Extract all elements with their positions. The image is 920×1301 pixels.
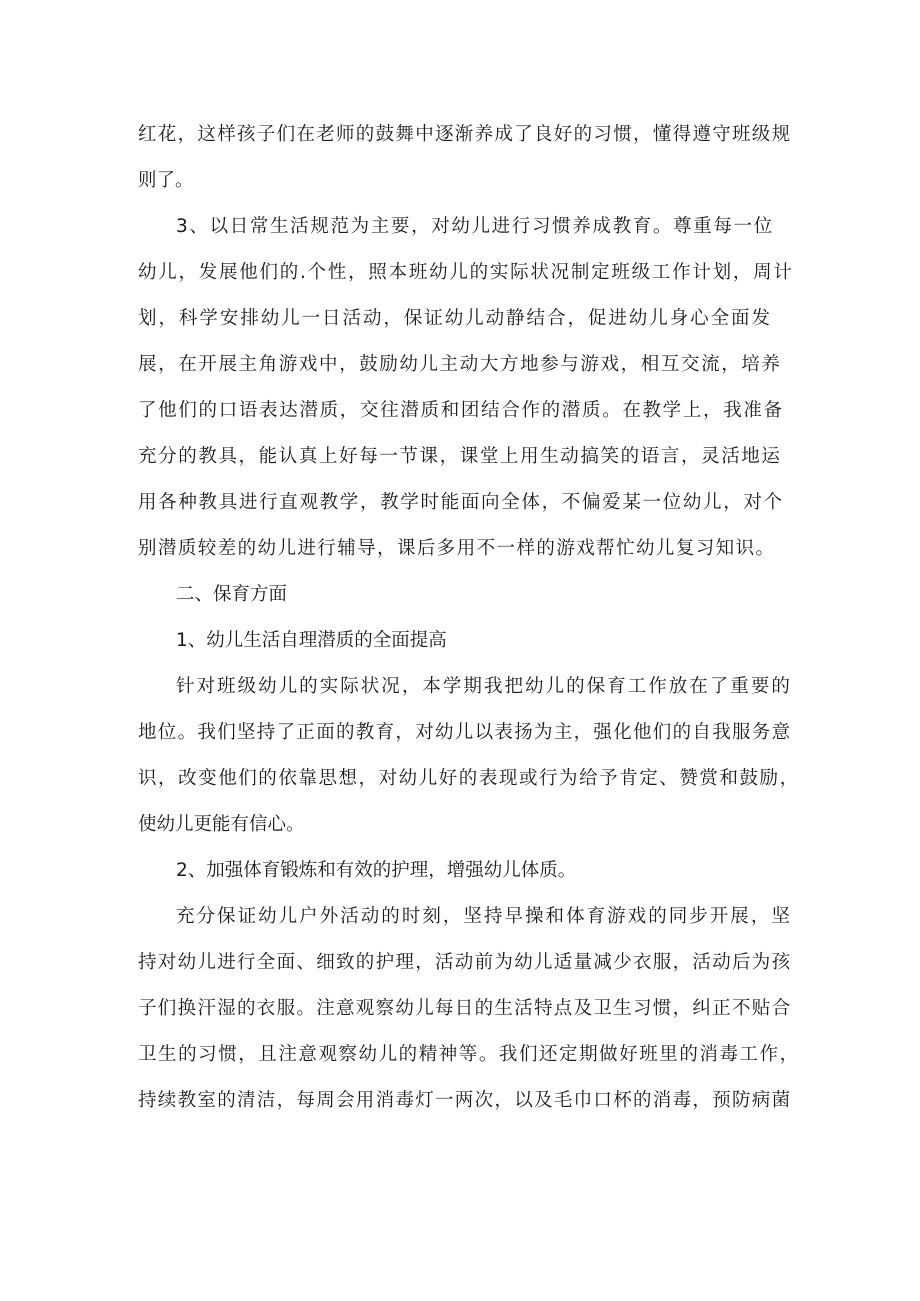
- subsection-heading: 2、加强体育锻炼和有效的护理，增强幼儿体质。: [176, 860, 577, 881]
- text-line: 识，改变他们的依靠思想，对幼儿好的表现或行为给予肯定、赞赏和鼓励，: [138, 768, 800, 789]
- text-line: 持对幼儿进行全面、细致的护理，活动前为幼儿适量减少衣服，活动后为孩: [138, 952, 792, 973]
- text-line: 则了。: [138, 170, 194, 191]
- text-line: 持续教室的清洁，每周会用消毒灯一两次，以及毛巾口杯的消毒，预防病菌: [138, 1090, 792, 1111]
- text-line: 充分保证幼儿户外活动的时刻，坚持早操和体育游戏的同步开展，坚: [176, 906, 792, 927]
- text-line: 使幼儿更能有信心。: [138, 814, 305, 835]
- text-line: 了他们的口语表达潜质，交往潜质和团结合作的潜质。在教学上，我准备: [138, 400, 784, 421]
- text-line: 幼儿，发展他们的.个性，照本班幼儿的实际状况制定班级工作计划，周计: [138, 262, 794, 283]
- text-line: 卫生的习惯，且注意观察幼儿的精神等。我们还定期做好班里的消毒工作，: [138, 1044, 800, 1065]
- text-line: 划，科学安排幼儿一日活动，保证幼儿动静结合，促进幼儿身心全面发: [138, 308, 772, 329]
- text-line: 子们换汗湿的衣服。注意观察幼儿每日的生活特点及卫生习惯，纠正不贴合: [138, 998, 792, 1019]
- text-line: 红花，这样孩子们在老师的鼓舞中逐渐养成了良好的习惯，懂得遵守班级规: [138, 124, 792, 145]
- text-line: 充分的教具，能认真上好每一节课，课堂上用生动搞笑的语言，灵活地运: [138, 446, 782, 467]
- text-line: 用各种教具进行直观教学，教学时能面向全体，不偏爱某一位幼儿，对个: [138, 492, 784, 513]
- text-line: 别潜质较差的幼儿进行辅导，课后多用不一样的游戏帮忙幼儿复习知识。: [138, 538, 776, 559]
- text-line: 展，在开展主角游戏中，鼓励幼儿主动大方地参与游戏，相互交流，培养: [138, 354, 782, 375]
- section-heading: 二、保育方面: [176, 584, 288, 605]
- text-line: 地位。我们坚持了正面的教育，对幼儿以表扬为主，强化他们的自我服务意: [138, 722, 792, 743]
- text-line: 针对班级幼儿的实际状况，本学期我把幼儿的保育工作放在了重要的: [176, 676, 792, 697]
- text-line: 3、以日常生活规范为主要，对幼儿进行习惯养成教育。尊重每一位: [176, 216, 774, 237]
- subsection-heading: 1、幼儿生活自理潜质的全面提高: [176, 630, 447, 651]
